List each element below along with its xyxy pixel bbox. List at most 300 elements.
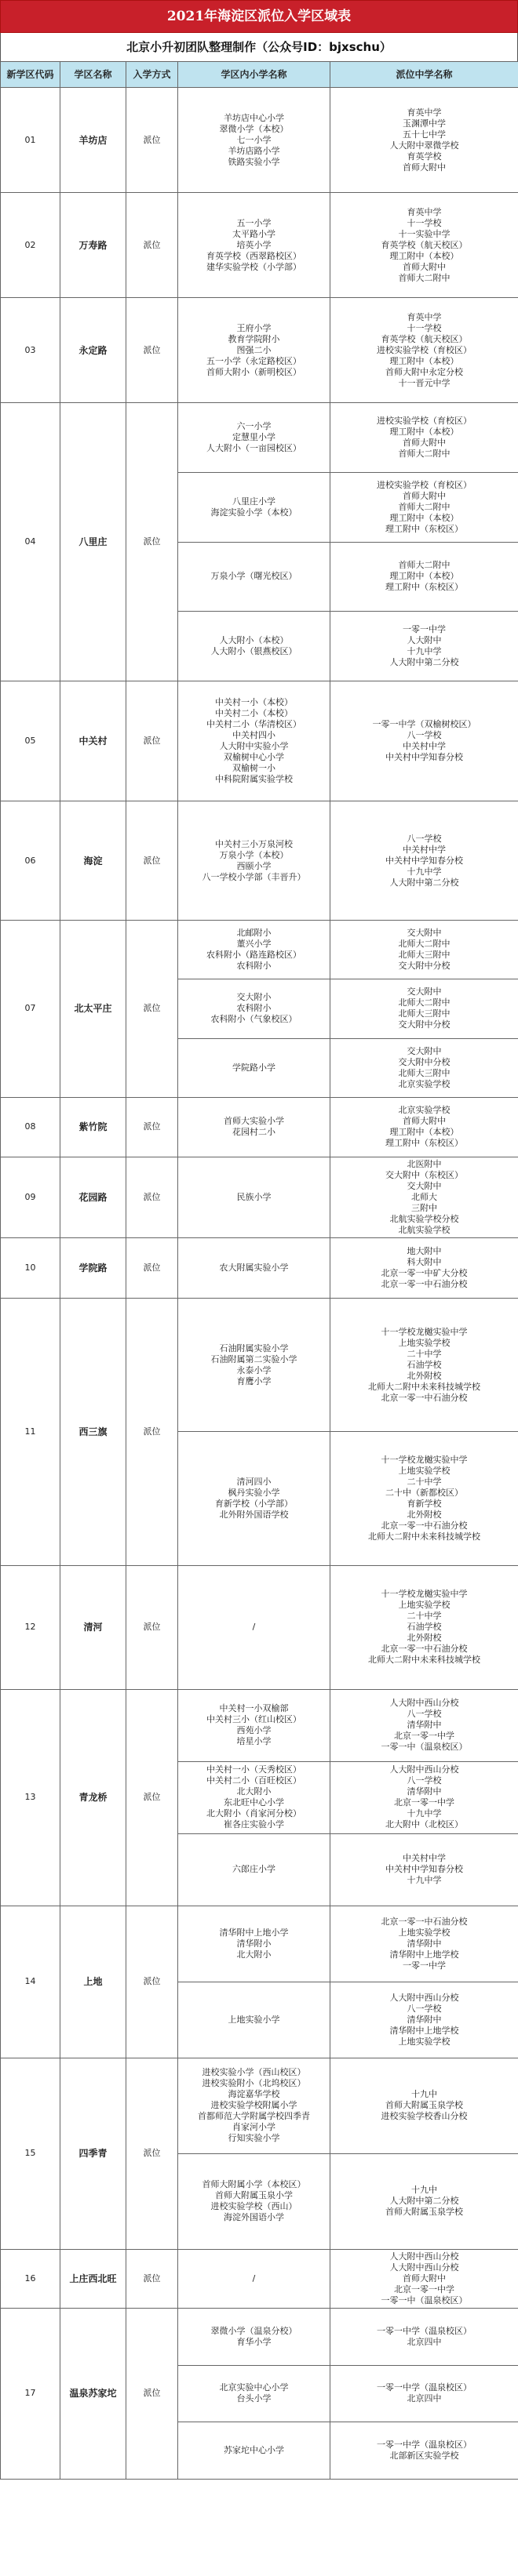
- middle-school-name: 首师大附中: [403, 162, 446, 173]
- primary-school-name: 农科附小（气象校区）: [210, 1014, 297, 1025]
- middle-school-name: 交大附中: [407, 986, 442, 997]
- middle-schools: [330, 403, 518, 473]
- district-code: 06: [1, 801, 60, 921]
- middle-school-name: 首师大附属玉泉学校: [385, 2100, 463, 2111]
- primary-school-name: 双榆树中心小学: [224, 752, 284, 762]
- middle-school-name: 进校实验学校（育校区）: [377, 415, 472, 426]
- middle-school-name: 一零一中学（温泉校区）: [377, 2325, 472, 2336]
- middle-school-name: 中关村中学: [403, 844, 446, 855]
- table-row: [1, 88, 518, 193]
- primary-school-name: 六一小学: [236, 420, 272, 431]
- primary-school-name: 人大附小（一亩园校区）: [206, 442, 301, 453]
- primary-school-name: 羊坊店路小学: [228, 145, 280, 156]
- admission-method: 派位: [126, 193, 178, 298]
- primary-school-name: 北大附小: [236, 1949, 272, 1960]
- admission-method: 派位: [126, 1689, 178, 1906]
- middle-school-name: 一零一中学（双榆树校区）: [372, 719, 476, 729]
- middle-schools: [330, 2249, 518, 2308]
- middle-school-name: 二十中学: [407, 1348, 442, 1359]
- middle-schools: [330, 2308, 518, 2365]
- middle-school-name: 理工附中（本校）: [389, 512, 459, 523]
- middle-school-name: 人大附中西山分校: [389, 1698, 459, 1709]
- middle-schools: [330, 1761, 518, 1833]
- middle-school-name: 交大附中: [407, 928, 442, 939]
- primary-school-name: 育英学校（西翠路校区）: [206, 250, 301, 261]
- middle-schools: [330, 1689, 518, 1761]
- district-name: 四季青: [60, 2058, 126, 2249]
- table-row: [1, 2058, 518, 2153]
- primary-schools: [178, 472, 330, 542]
- header-row: [1, 62, 518, 88]
- primary-schools: [178, 1761, 330, 1833]
- middle-school-name: 十一学校龙樾实验中学: [381, 1455, 468, 1466]
- middle-school-name: 人大附中西山分校: [389, 1764, 459, 1775]
- middle-school-name: 十一实验中学: [398, 228, 451, 239]
- middle-school-name: 北京一零一中石油分校: [381, 1278, 468, 1289]
- admission-method: 派位: [126, 1298, 178, 1565]
- middle-school-name: 八一学校: [407, 730, 442, 740]
- district-code: 03: [1, 298, 60, 403]
- primary-schools: [178, 2365, 330, 2422]
- middle-school-name: 三附中: [411, 1202, 437, 1213]
- middle-school-name: 交大附中分校: [398, 961, 451, 972]
- admission-method: 派位: [126, 403, 178, 681]
- table-row: [1, 1097, 518, 1157]
- district-code: 10: [1, 1237, 60, 1298]
- primary-school-name: 行知实验小学: [228, 2133, 280, 2144]
- middle-schools: [330, 193, 518, 298]
- primary-school-name: 育鹰小学: [236, 1375, 272, 1386]
- primary-school-name: 上地实验小学: [228, 2014, 280, 2025]
- middle-schools: [330, 801, 518, 921]
- primary-schools: [178, 979, 330, 1038]
- primary-school-name: 交大附小: [236, 992, 272, 1003]
- middle-school-name: 理工附中（本校）: [389, 1127, 459, 1138]
- admission-method: 派位: [126, 1237, 178, 1298]
- primary-school-name: 图强二小: [236, 344, 272, 355]
- middle-schools: [330, 542, 518, 612]
- middle-school-name: 上地实验学校: [398, 1600, 451, 1611]
- middle-schools: [330, 1833, 518, 1906]
- primary-school-name: 首师大实验小学: [224, 1116, 284, 1127]
- table-row: [1, 2249, 518, 2308]
- middle-school-name: 八一学校: [407, 2003, 442, 2014]
- district-name: 万寿路: [60, 193, 126, 298]
- admission-method: 派位: [126, 1097, 178, 1157]
- primary-school-name: 双榆树一小: [232, 763, 275, 773]
- primary-school-name: 铁路实验小学: [228, 156, 280, 167]
- middle-school-name: 北京一零一中石油分校: [381, 1521, 468, 1531]
- middle-school-name: 理工附中（本校）: [389, 250, 459, 261]
- middle-schools: [330, 1432, 518, 1566]
- primary-school-name: 首师大附属玉泉小学: [215, 2190, 293, 2201]
- middle-school-name: 北京一零一中学: [394, 2284, 454, 2294]
- primary-school-name: 首师大附属小学（本校区）: [202, 2179, 306, 2190]
- primary-school-name: 中关村二小（百旺校区）: [206, 1775, 301, 1786]
- middle-schools: [330, 2365, 518, 2422]
- middle-school-name: 清华附中: [407, 1720, 442, 1731]
- district-name: 海淀: [60, 801, 126, 921]
- middle-school-name: 理工附中（本校）: [389, 426, 459, 437]
- admission-method: 派位: [126, 2249, 178, 2308]
- middle-schools: [330, 472, 518, 542]
- middle-school-name: 北京实验学校: [398, 1105, 451, 1116]
- primary-school-name: 人大附中实验小学: [219, 741, 289, 751]
- middle-school-name: 交大附中（东校区）: [385, 1169, 463, 1180]
- middle-school-name: 地大附中: [407, 1245, 442, 1256]
- primary-school-name: 八一学校小学部（丰晋升）: [202, 871, 306, 882]
- middle-school-name: 北外附校: [407, 1633, 442, 1644]
- primary-schools: [178, 2153, 330, 2249]
- middle-school-name: 北师大二附中: [398, 939, 451, 950]
- middle-school-name: 二十中学: [407, 1611, 442, 1622]
- primary-school-name: 农科附小: [236, 1003, 272, 1014]
- primary-school-name: 人大附小（银燕校区）: [210, 646, 297, 657]
- primary-schools: [178, 801, 330, 921]
- middle-school-name: 清华附中上地学校: [389, 1949, 459, 1960]
- middle-school-name: 十九中学: [407, 1875, 442, 1886]
- page-title: 2021年海淀区派位入学区域表: [0, 0, 518, 33]
- primary-school-name: 西苑小学: [236, 1725, 272, 1736]
- middle-schools: [330, 1565, 518, 1689]
- middle-school-name: 北师大二附中未来科技城学校: [368, 1655, 480, 1666]
- district-name: 上地: [60, 1906, 126, 2058]
- primary-schools: [178, 403, 330, 473]
- primary-schools: [178, 1237, 330, 1298]
- middle-schools: [330, 1157, 518, 1237]
- table-row: [1, 1689, 518, 1761]
- middle-schools: [330, 1097, 518, 1157]
- primary-schools: [178, 2249, 330, 2308]
- primary-school-name: 中关村一小双榆部: [219, 1703, 289, 1714]
- middle-school-name: 二十中学: [407, 1477, 442, 1488]
- middle-school-name: 十九中: [411, 2089, 437, 2100]
- admission-method: 派位: [126, 1906, 178, 2058]
- district-name: 上庄西北旺: [60, 2249, 126, 2308]
- primary-school-name: 中关村四小: [232, 730, 275, 740]
- primary-school-name: 海淀嘉华学校: [228, 2089, 280, 2100]
- primary-school-name: 五一小学（永定路校区）: [206, 355, 301, 366]
- middle-school-name: 交大附中分校: [398, 1019, 451, 1030]
- primary-school-name: 花园村二小: [232, 1127, 275, 1138]
- table-row: [1, 1298, 518, 1432]
- middle-school-name: 首师大附中: [403, 2273, 446, 2284]
- primary-schools: [178, 1689, 330, 1761]
- middle-school-name: 北京四中: [407, 2393, 442, 2404]
- table-row: [1, 1237, 518, 1298]
- middle-school-name: 上地实验学校: [398, 2036, 451, 2047]
- middle-school-name: 一零一中学: [403, 624, 446, 635]
- middle-school-name: 北师大二附中: [398, 997, 451, 1008]
- middle-school-name: 北京一零一中石油分校: [381, 1392, 468, 1403]
- district-name: 北太平庄: [60, 921, 126, 1098]
- middle-school-name: 首师大附中: [403, 1116, 446, 1127]
- middle-school-name: 上地实验学校: [398, 1927, 451, 1938]
- middle-school-name: 人大附中第二分校: [389, 657, 459, 668]
- header-area: 学区名称: [60, 62, 126, 88]
- primary-school-name: 学院路小学: [232, 1062, 275, 1073]
- admission-method: 派位: [126, 2058, 178, 2249]
- middle-school-name: 人大附中西山分校: [389, 2262, 459, 2273]
- middle-school-name: 八一学校: [407, 833, 442, 844]
- middle-school-name: 北医附中: [407, 1158, 442, 1169]
- middle-school-name: 育英中学: [407, 107, 442, 118]
- middle-school-name: 上地实验学校: [398, 1337, 451, 1348]
- district-name: 花园路: [60, 1157, 126, 1237]
- middle-school-name: 十九中: [411, 2185, 437, 2196]
- middle-school-name: 育新学校: [407, 1499, 442, 1510]
- primary-schools: [178, 1906, 330, 1982]
- middle-school-name: 北京实验学校: [398, 1078, 451, 1089]
- primary-school-name: 农大附属实验小学: [219, 1262, 289, 1273]
- middle-school-name: 进校实验学校（育校区）: [377, 344, 472, 355]
- primary-schools: [178, 1038, 330, 1097]
- middle-school-name: 理工附中（东校区）: [385, 523, 463, 534]
- middle-school-name: 北大附中（北校区）: [385, 1819, 463, 1830]
- primary-school-name: 海淀外国语小学: [224, 2212, 284, 2223]
- header-middle: 派位中学名称: [330, 62, 518, 88]
- table-row: [1, 1906, 518, 1982]
- primary-school-name: 苏家坨中心小学: [224, 2445, 284, 2456]
- district-code: 13: [1, 1689, 60, 1906]
- primary-schools: [178, 921, 330, 979]
- table-row: [1, 193, 518, 298]
- middle-school-name: 北师大: [411, 1191, 437, 1202]
- primary-school-name: 肖家河小学: [232, 2122, 275, 2133]
- middle-school-name: 玉渊潭中学: [403, 118, 446, 129]
- primary-school-name: 培星小学: [236, 1736, 272, 1747]
- primary-school-name: 农科附小（路连路校区）: [206, 950, 301, 961]
- primary-school-name: 七一小学: [236, 134, 272, 145]
- primary-school-name: 中关村一小（本校）: [215, 697, 293, 707]
- district-name: 八里庄: [60, 403, 126, 681]
- primary-school-name: 北邮附小: [236, 928, 272, 939]
- primary-schools: [178, 1982, 330, 2058]
- middle-school-name: 清华附中: [407, 1786, 442, 1797]
- primary-school-name: 北外附外国语学校: [219, 1510, 289, 1521]
- middle-school-name: 人大附中: [407, 635, 442, 646]
- district-code: 09: [1, 1157, 60, 1237]
- middle-school-name: 北航实验学校分校: [389, 1213, 459, 1224]
- middle-school-name: 育英中学: [407, 206, 442, 217]
- middle-school-name: 中关村中学: [403, 1853, 446, 1864]
- middle-schools: [330, 1298, 518, 1432]
- district-name: 西三旗: [60, 1298, 126, 1565]
- primary-school-name: 石油附属实验小学: [219, 1342, 289, 1353]
- primary-school-name: 进校实验附小（北坞校区）: [202, 2078, 306, 2089]
- primary-school-name: /: [252, 2273, 256, 2284]
- middle-school-name: 首师大附中: [403, 437, 446, 448]
- district-name: 学院路: [60, 1237, 126, 1298]
- middle-school-name: 中关村中学知春分校: [385, 752, 463, 762]
- primary-school-name: 六郎庄小学: [232, 1864, 275, 1875]
- middle-schools: [330, 681, 518, 801]
- middle-schools: [330, 1982, 518, 2058]
- primary-school-name: 石油附属第二实验小学: [210, 1353, 297, 1364]
- primary-school-name: 中关村一小（天秀校区）: [206, 1764, 301, 1775]
- middle-schools: [330, 88, 518, 193]
- middle-school-name: 石油学校: [407, 1359, 442, 1370]
- district-code: 05: [1, 681, 60, 801]
- middle-schools: [330, 2422, 518, 2480]
- primary-school-name: 中关村三小万泉河校: [215, 838, 293, 849]
- middle-school-name: 首师大附中永定分校: [385, 366, 463, 377]
- middle-school-name: 育英中学: [407, 311, 442, 322]
- primary-school-name: 东北旺中心小学: [224, 1797, 284, 1808]
- primary-school-name: 北京实验中心小学: [219, 2382, 289, 2393]
- table-row: [1, 921, 518, 979]
- middle-school-name: 十一学校龙樾实验中学: [381, 1326, 468, 1337]
- middle-school-name: 育英学校（航天校区）: [381, 239, 468, 250]
- middle-school-name: 十一晋元中学: [398, 377, 451, 388]
- primary-school-name: 羊坊店中心小学: [224, 112, 284, 123]
- middle-school-name: 北京一零一中石油分校: [381, 1916, 468, 1927]
- primary-school-name: 首师大附小（新明校区）: [206, 366, 301, 377]
- district-code: 16: [1, 2249, 60, 2308]
- primary-school-name: 西颐小学: [236, 860, 272, 871]
- middle-school-name: 中关村中学知春分校: [385, 1864, 463, 1875]
- table-row: [1, 1157, 518, 1237]
- middle-school-name: 一零一中学（温泉校区）: [377, 2440, 472, 2451]
- middle-school-name: 育英学校（航天校区）: [381, 333, 468, 344]
- district-name: 紫竹院: [60, 1097, 126, 1157]
- district-table: [0, 61, 518, 2480]
- district-name: 中关村: [60, 681, 126, 801]
- district-code: 07: [1, 921, 60, 1098]
- district-name: 永定路: [60, 298, 126, 403]
- middle-school-name: 一零一中（温泉校区）: [381, 1742, 468, 1753]
- admission-method: 派位: [126, 88, 178, 193]
- middle-school-name: 一零一中学: [403, 1960, 446, 1971]
- middle-school-name: 育英学校: [407, 151, 442, 162]
- middle-schools: [330, 1237, 518, 1298]
- primary-school-name: 清华附中上地小学: [219, 1927, 289, 1938]
- middle-school-name: 交大附中: [407, 1180, 442, 1191]
- primary-school-name: 翠微小学（本校）: [219, 123, 289, 134]
- middle-school-name: 北京一零一中石油分校: [381, 1644, 468, 1655]
- primary-school-name: 清华附小: [236, 1938, 272, 1949]
- primary-school-name: 台头小学: [236, 2393, 272, 2404]
- primary-school-name: 民族小学: [236, 1191, 272, 1202]
- middle-school-name: 首师大二附中: [398, 272, 451, 283]
- admission-method: 派位: [126, 1157, 178, 1237]
- admission-method: 派位: [126, 801, 178, 921]
- primary-schools: [178, 2308, 330, 2365]
- middle-school-name: 理工附中（本校）: [389, 571, 459, 582]
- table-body: [1, 88, 518, 2480]
- middle-school-name: 交大附中: [407, 1045, 442, 1056]
- middle-school-name: 八一学校: [407, 1709, 442, 1720]
- primary-schools: [178, 1157, 330, 1237]
- primary-school-name: 八里庄小学: [232, 496, 275, 507]
- primary-school-name: 王府小学: [236, 322, 272, 333]
- middle-school-name: 首师大二附中: [398, 560, 451, 571]
- middle-school-name: 清华附中: [407, 2014, 442, 2025]
- middle-school-name: 清华附中上地学校: [389, 2025, 459, 2036]
- district-code: 12: [1, 1565, 60, 1689]
- middle-school-name: 北师大二附中未来科技城学校: [368, 1531, 480, 1542]
- middle-school-name: 北京一零一中学: [394, 1797, 454, 1808]
- middle-school-name: 北外附校: [407, 1370, 442, 1381]
- table-row: [1, 298, 518, 403]
- middle-school-name: 中关村中学: [403, 741, 446, 751]
- primary-school-name: 建华实验学校（小学部）: [206, 261, 301, 272]
- middle-school-name: 北航实验学校: [398, 1224, 451, 1235]
- primary-school-name: 清河四小: [236, 1477, 272, 1488]
- middle-school-name: 一零一中（温泉校区）: [381, 2294, 468, 2305]
- middle-school-name: 北师大二附中未来科技城学校: [368, 1381, 480, 1392]
- middle-school-name: 科大附中: [407, 1256, 442, 1267]
- district-code: 08: [1, 1097, 60, 1157]
- primary-schools: [178, 542, 330, 612]
- primary-school-name: 中关村二小（本校）: [215, 708, 293, 718]
- middle-school-name: 北外附校: [407, 1510, 442, 1521]
- middle-school-name: 首师大附中: [403, 261, 446, 272]
- district-code: 17: [1, 2308, 60, 2479]
- middle-school-name: 北师大三附中: [398, 1067, 451, 1078]
- middle-schools: [330, 2153, 518, 2249]
- district-code: 02: [1, 193, 60, 298]
- primary-school-name: 枫丹实验小学: [228, 1488, 280, 1499]
- table-row: [1, 1565, 518, 1689]
- middle-school-name: 人大附中翠微学校: [389, 140, 459, 151]
- middle-schools: [330, 979, 518, 1038]
- primary-school-name: 定慧里小学: [232, 431, 275, 442]
- district-name: 温泉苏家坨: [60, 2308, 126, 2479]
- middle-school-name: 北部新区实验学校: [389, 2451, 459, 2462]
- middle-school-name: 十九中学: [407, 866, 442, 877]
- district-code: 04: [1, 403, 60, 681]
- middle-schools: [330, 921, 518, 979]
- primary-schools: [178, 1565, 330, 1689]
- primary-school-name: 董兴小学: [236, 939, 272, 950]
- middle-schools: [330, 1038, 518, 1097]
- middle-school-name: 北师大三附中: [398, 950, 451, 961]
- primary-school-name: 进校实验小学（西山校区）: [202, 2067, 306, 2078]
- middle-school-name: 人大附中第二分校: [389, 877, 459, 888]
- primary-school-name: 农科附小: [236, 961, 272, 972]
- primary-school-name: 中关村二小（华清校区）: [206, 719, 301, 729]
- admission-method: 派位: [126, 2308, 178, 2479]
- middle-school-name: 理工附中（东校区）: [385, 582, 463, 593]
- middle-schools: [330, 298, 518, 403]
- middle-school-name: 北京一零一中学: [394, 1731, 454, 1742]
- primary-schools: [178, 681, 330, 801]
- middle-school-name: 首师大二附中: [398, 501, 451, 512]
- district-code: 15: [1, 2058, 60, 2249]
- middle-school-name: 清华附中: [407, 1938, 442, 1949]
- middle-school-name: 人大附中西山分校: [389, 2251, 459, 2262]
- primary-school-name: 太平路小学: [232, 228, 275, 239]
- primary-school-name: 育新学校（小学部）: [215, 1499, 293, 1510]
- primary-school-name: 进校实验学校（西山）: [210, 2201, 297, 2212]
- table-row: [1, 2308, 518, 2365]
- primary-school-name: 培英小学: [236, 239, 272, 250]
- header-primary: 学区内小学名称: [178, 62, 330, 88]
- primary-school-name: 翠微小学（温泉分校）: [210, 2325, 297, 2336]
- primary-school-name: 教育学院附小: [228, 333, 280, 344]
- primary-schools: [178, 1833, 330, 1906]
- primary-school-name: 育华小学: [236, 2336, 272, 2347]
- page-subtitle: 北京小升初团队整理制作（公众号ID：bjxschu）: [0, 33, 518, 61]
- middle-school-name: 一零一中学（温泉校区）: [377, 2382, 472, 2393]
- primary-schools: [178, 298, 330, 403]
- primary-school-name: 中科院附属实验学校: [215, 774, 293, 784]
- primary-school-name: 崔各庄实验小学: [224, 1819, 284, 1830]
- table-row: [1, 403, 518, 473]
- middle-school-name: 人大附中西山分校: [389, 1992, 459, 2003]
- primary-schools: [178, 1097, 330, 1157]
